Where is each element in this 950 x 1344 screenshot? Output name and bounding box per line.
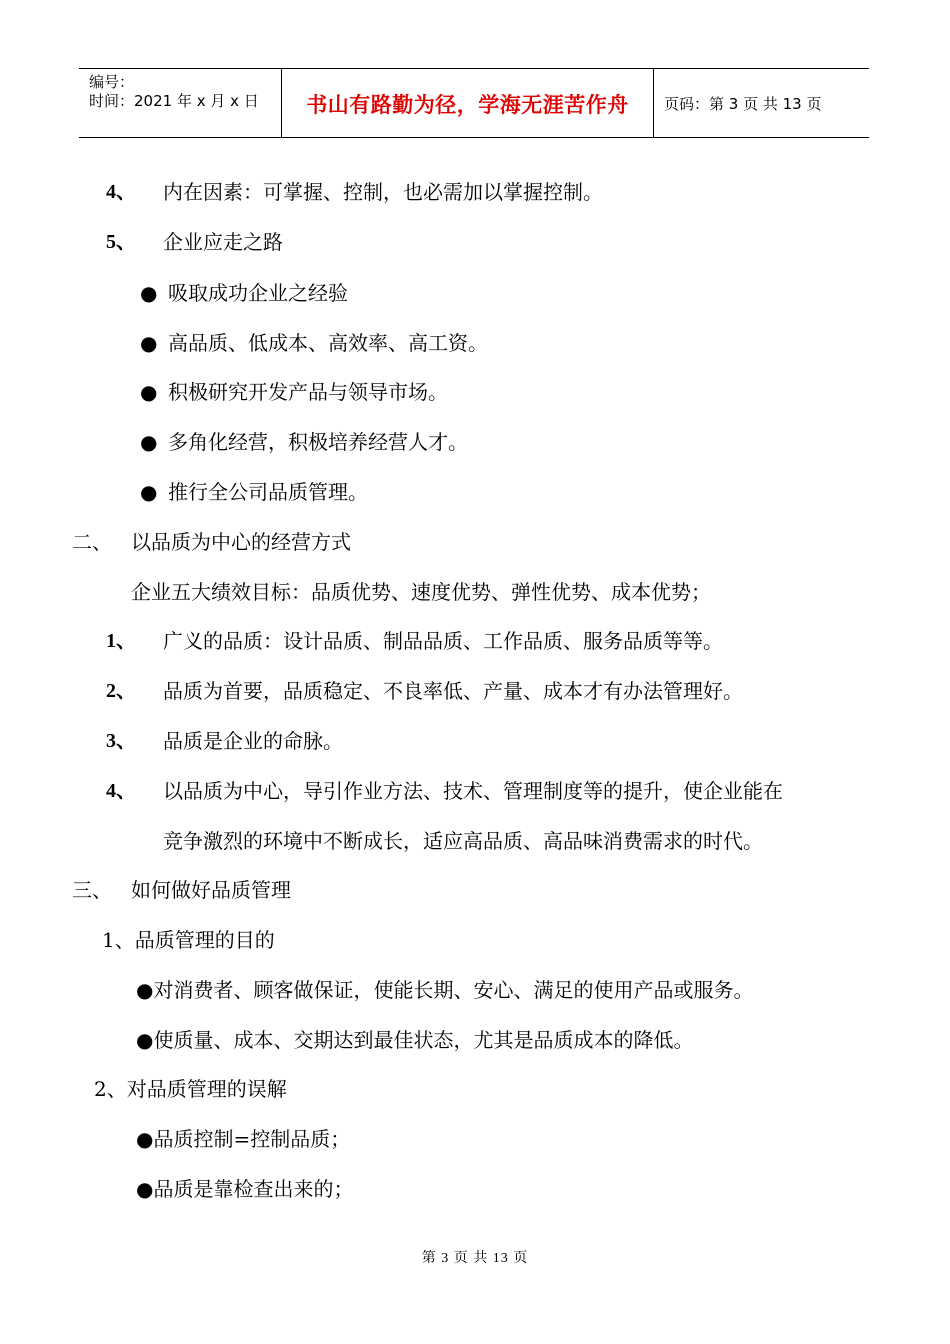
paragraph-text: 企业五大绩效目标：品质优势、速度优势、弹性优势、成本优势； <box>131 580 711 604</box>
bullet-icon: ● <box>140 480 158 504</box>
item-number: 2、 <box>106 680 136 702</box>
document-number-label: 编号： <box>89 73 135 91</box>
section-title: 以品质为中心的经营方式 <box>131 530 351 554</box>
bullet-text: 积极研究开发产品与领导市场。 <box>168 380 448 404</box>
section-number: 二、 <box>72 530 112 554</box>
document-header <box>79 68 869 138</box>
header-meta-cell <box>79 69 282 137</box>
subsection-title: 1、品质管理的目的 <box>102 928 275 952</box>
item-number: 1、 <box>106 630 136 652</box>
subsection-title: 2、对品质管理的误解 <box>94 1077 287 1101</box>
page-footer: 第 3 页 共 13 页 <box>421 1251 529 1266</box>
section-title: 如何做好品质管理 <box>131 878 291 902</box>
bullet-icon: ● <box>140 430 158 454</box>
header-motto: 书山有路勤为径，学海无涯苦作舟 <box>306 93 629 117</box>
header-page-cell <box>654 69 869 137</box>
bullet-icon: ● <box>140 281 158 305</box>
bullet-text: 吸取成功企业之经验 <box>168 281 348 305</box>
item-text: 品质是企业的命脉。 <box>163 729 343 753</box>
section-number: 三、 <box>72 878 112 902</box>
header-page-number: 页码：第 3 页 共 13 页 <box>664 95 822 113</box>
item-text: 竞争激烈的环境中不断成长，适应高品质、高品味消费需求的时代。 <box>163 829 763 853</box>
bullet-text: 高品质、低成本、高效率、高工资。 <box>168 331 488 355</box>
item-number: 5、 <box>106 231 136 253</box>
header-motto-cell <box>282 69 654 137</box>
bullet-icon: ● <box>140 380 158 404</box>
item-text: 内在因素：可掌握、控制，也必需加以掌握控制。 <box>163 180 603 204</box>
item-text: 品质为首要，品质稳定、不良率低、产量、成本才有办法管理好。 <box>163 679 743 703</box>
item-number: 4、 <box>106 780 136 802</box>
bullet-text: ●品质控制=控制品质； <box>136 1127 351 1151</box>
document-date-label: 时间：2021 年 x 月 x 日 <box>89 92 259 110</box>
item-text: 企业应走之路 <box>163 230 283 254</box>
bullet-text: ●使质量、成本、交期达到最佳状态，尤其是品质成本的降低。 <box>136 1028 694 1052</box>
item-text: 以品质为中心，导引作业方法、技术、管理制度等的提升，使企业能在 <box>163 779 783 803</box>
bullet-text: ●品质是靠检查出来的； <box>136 1177 354 1201</box>
bullet-text: ●对消费者、顾客做保证，使能长期、安心、满足的使用产品或服务。 <box>136 978 754 1002</box>
item-text: 广义的品质：设计品质、制品品质、工作品质、服务品质等等。 <box>163 629 723 653</box>
bullet-icon: ● <box>140 331 158 355</box>
bullet-text: 推行全公司品质管理。 <box>168 480 368 504</box>
item-number: 3、 <box>106 730 136 752</box>
item-number: 4、 <box>106 181 136 203</box>
bullet-text: 多角化经营，积极培养经营人才。 <box>168 430 468 454</box>
